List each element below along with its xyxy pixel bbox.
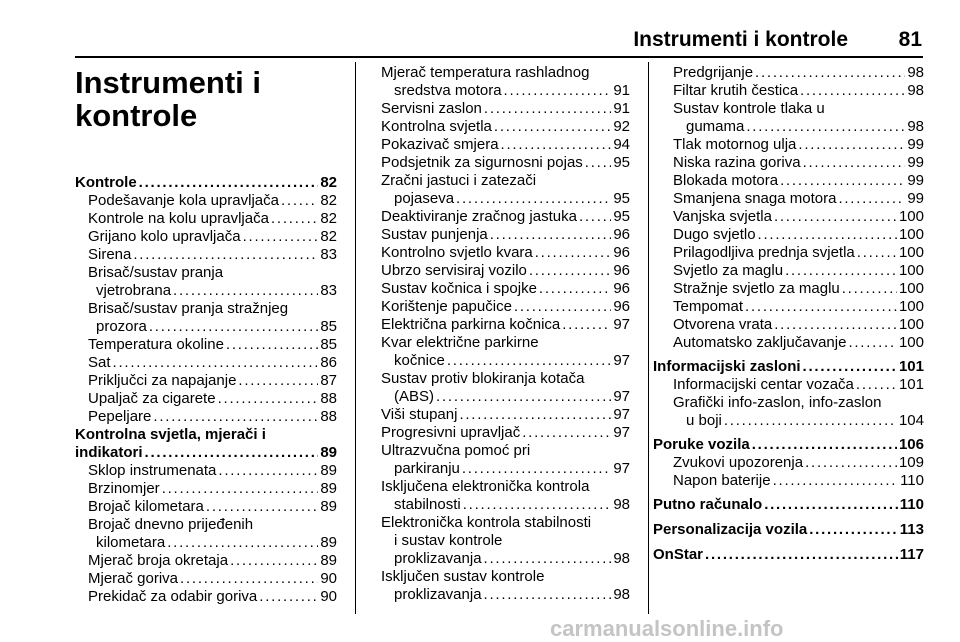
- toc-entry-line: Sustav protiv blokiranja kotača: [381, 370, 585, 387]
- toc-entry[interactable]: Sustav punjenja . . . 96: [381, 226, 630, 244]
- toc-section-kontrole[interactable]: Kontrole . . . 82: [75, 174, 337, 192]
- toc-entry[interactable]: Deaktiviranje zračnog jastuka . . . 95: [381, 208, 630, 226]
- toc-entry[interactable]: Progresivni upravljač . . . 97: [381, 424, 630, 442]
- column-divider-2: [648, 62, 649, 614]
- toc-entry[interactable]: Upaljač za cigarete . . . 88: [75, 390, 337, 408]
- toc-entry[interactable]: Zvukovi upozorenja . . . 109: [673, 454, 924, 472]
- toc-entry-line: Grafički info-zaslon, info-zaslon: [673, 394, 882, 411]
- toc-entry[interactable]: Električna parkirna kočnica . . . 97: [381, 316, 630, 334]
- toc-entry[interactable]: Pokazivač smjera . . . 94: [381, 136, 630, 154]
- toc-entry[interactable]: Niska razina goriva . . . 99: [673, 154, 924, 172]
- toc-entry[interactable]: Dugo svjetlo . . . 100: [673, 226, 924, 244]
- toc-column-2: [381, 64, 630, 604]
- page-number: 81: [898, 28, 922, 51]
- toc-entry[interactable]: Korištenje papučice . . . 96: [381, 298, 630, 316]
- toc-entry[interactable]: vjetrobrana . . . 83: [75, 282, 337, 300]
- toc-entry[interactable]: Sirena . . . 83: [75, 246, 337, 264]
- toc-entry[interactable]: Vanjska svjetla . . . 100: [673, 208, 924, 226]
- toc-entry[interactable]: Napon baterije . . . 110: [673, 472, 924, 490]
- toc-entry[interactable]: Tempomat . . . 100: [673, 298, 924, 316]
- toc-entry[interactable]: Sustav kočnica i spojke . . . 96: [381, 280, 630, 298]
- toc-column-3: [653, 64, 924, 564]
- running-header-title: Instrumenti i kontrole: [633, 28, 848, 51]
- toc-entry[interactable]: kilometara . . . 89: [75, 534, 337, 552]
- toc-entry[interactable]: gumama . . . 98: [673, 118, 924, 136]
- toc-entry[interactable]: (ABS) . . . 97: [381, 388, 630, 406]
- toc-entry[interactable]: Brojač kilometara . . . 89: [75, 498, 337, 516]
- toc-entry[interactable]: Podešavanje kola upravljača . . . 82: [75, 192, 337, 210]
- toc-entry[interactable]: Servisni zaslon . . . 91: [381, 100, 630, 118]
- toc-entry-line: Brojač dnevno prijeđenih: [88, 516, 254, 533]
- toc-entry-line: Mjerač temperatura rashladnog: [381, 64, 590, 81]
- toc-entry[interactable]: Brzinomjer . . . 89: [75, 480, 337, 498]
- toc-entry[interactable]: proklizavanja . . . 98: [381, 550, 630, 568]
- toc-entry[interactable]: stabilnosti . . . 98: [381, 496, 630, 514]
- toc-entry[interactable]: Prekidač za odabir goriva . . . 90: [75, 588, 337, 606]
- toc-entry[interactable]: Kontrolna svjetla . . . 92: [381, 118, 630, 136]
- chapter-title-line-1: Instrumenti i: [75, 65, 262, 100]
- toc-entry-line: Isključen sustav kontrole: [381, 568, 545, 585]
- toc-entry-line: Elektronička kontrola stabilnosti: [381, 514, 592, 531]
- toc-entry-line: Sustav kontrole tlaka u: [673, 100, 825, 117]
- toc-entry[interactable]: Otvorena vrata . . . 100: [673, 316, 924, 334]
- toc-entry-line: Brisač/sustav pranja stražnjeg: [88, 300, 289, 317]
- toc-section-informacijski-zasloni[interactable]: Informacijski zasloni . . . 101: [653, 358, 924, 376]
- toc-section-personalizacija-vozila[interactable]: Personalizacija vozila . . . 113: [653, 521, 924, 539]
- toc-entry-line: Brisač/sustav pranja: [88, 264, 224, 281]
- toc-entry[interactable]: Mjerač goriva . . . 90: [75, 570, 337, 588]
- toc-entry[interactable]: Mjerač broja okretaja . . . 89: [75, 552, 337, 570]
- toc-column-1: [75, 64, 337, 606]
- toc-entry-line: Kvar električne parkirne: [381, 334, 539, 351]
- toc-entry[interactable]: kočnice . . . 97: [381, 352, 630, 370]
- toc-entry[interactable]: sredstva motora . . . 91: [381, 82, 630, 100]
- toc-entry[interactable]: proklizavanja . . . 98: [381, 586, 630, 604]
- toc-entry[interactable]: Svjetlo za maglu . . . 100: [673, 262, 924, 280]
- toc-entry[interactable]: Viši stupanj . . . 97: [381, 406, 630, 424]
- toc-entry-line: Ultrazvučna pomoć pri: [381, 442, 531, 459]
- toc-entry[interactable]: Prilagodljiva prednja svjetla . . . 100: [673, 244, 924, 262]
- toc-entry[interactable]: Sklop instrumenata . . . 89: [75, 462, 337, 480]
- toc-entry[interactable]: Informacijski centar vozača . . . 101: [673, 376, 924, 394]
- toc-entry[interactable]: Filtar krutih čestica . . . 98: [673, 82, 924, 100]
- toc-entry[interactable]: u boji . . . 104: [673, 412, 924, 430]
- toc-section-onstar[interactable]: OnStar . . . 117: [653, 546, 924, 564]
- toc-section-poruke-vozila[interactable]: Poruke vozila . . . 106: [653, 436, 924, 454]
- toc-entry-line: Isključena elektronička kontrola: [381, 478, 590, 495]
- toc-entry[interactable]: Automatsko zaključavanje . . . 100: [673, 334, 924, 352]
- column-divider-1: [355, 62, 356, 614]
- toc-section-putno-racunalo[interactable]: Putno računalo . . . 110: [653, 496, 924, 514]
- toc-entry[interactable]: prozora . . . 85: [75, 318, 337, 336]
- toc-entry[interactable]: Grijano kolo upravljača . . . 82: [75, 228, 337, 246]
- toc-entry-line: i sustav kontrole: [394, 532, 503, 549]
- toc-entry[interactable]: Kontrolno svjetlo kvara . . . 96: [381, 244, 630, 262]
- toc-entry-line: Zračni jastuci i zatezači: [381, 172, 537, 189]
- toc-entry[interactable]: Sat . . . 86: [75, 354, 337, 372]
- toc-entry[interactable]: Blokada motora . . . 99: [673, 172, 924, 190]
- toc-section-indikatori[interactable]: indikatori . . . 89: [75, 444, 337, 462]
- toc-entry[interactable]: Predgrijanje . . . 98: [673, 64, 924, 82]
- watermark: carmanualsonline.info: [550, 616, 784, 641]
- toc-section-line: Kontrolna svjetla, mjerači i: [75, 426, 266, 443]
- header-rule: [75, 56, 923, 58]
- chapter-title-line-2: kontrole: [75, 98, 198, 133]
- chapter-title: [75, 66, 337, 162]
- toc-entry[interactable]: Stražnje svjetlo za maglu . . . 100: [673, 280, 924, 298]
- toc-entry[interactable]: Pepeljare . . . 88: [75, 408, 337, 426]
- toc-entry[interactable]: Temperatura okoline . . . 85: [75, 336, 337, 354]
- toc-entry[interactable]: pojaseva . . . 95: [381, 190, 630, 208]
- toc-entry[interactable]: Podsjetnik za sigurnosni pojas . . . 95: [381, 154, 630, 172]
- toc-entry[interactable]: Tlak motornog ulja . . . 99: [673, 136, 924, 154]
- toc-entry[interactable]: Priključci za napajanje . . . 87: [75, 372, 337, 390]
- toc-entry[interactable]: Ubrzo servisiraj vozilo . . . 96: [381, 262, 630, 280]
- toc-entry[interactable]: Kontrole na kolu upravljača . . . 82: [75, 210, 337, 228]
- toc-entry[interactable]: Smanjena snaga motora . . . 99: [673, 190, 924, 208]
- toc-entry[interactable]: parkiranju . . . 97: [381, 460, 630, 478]
